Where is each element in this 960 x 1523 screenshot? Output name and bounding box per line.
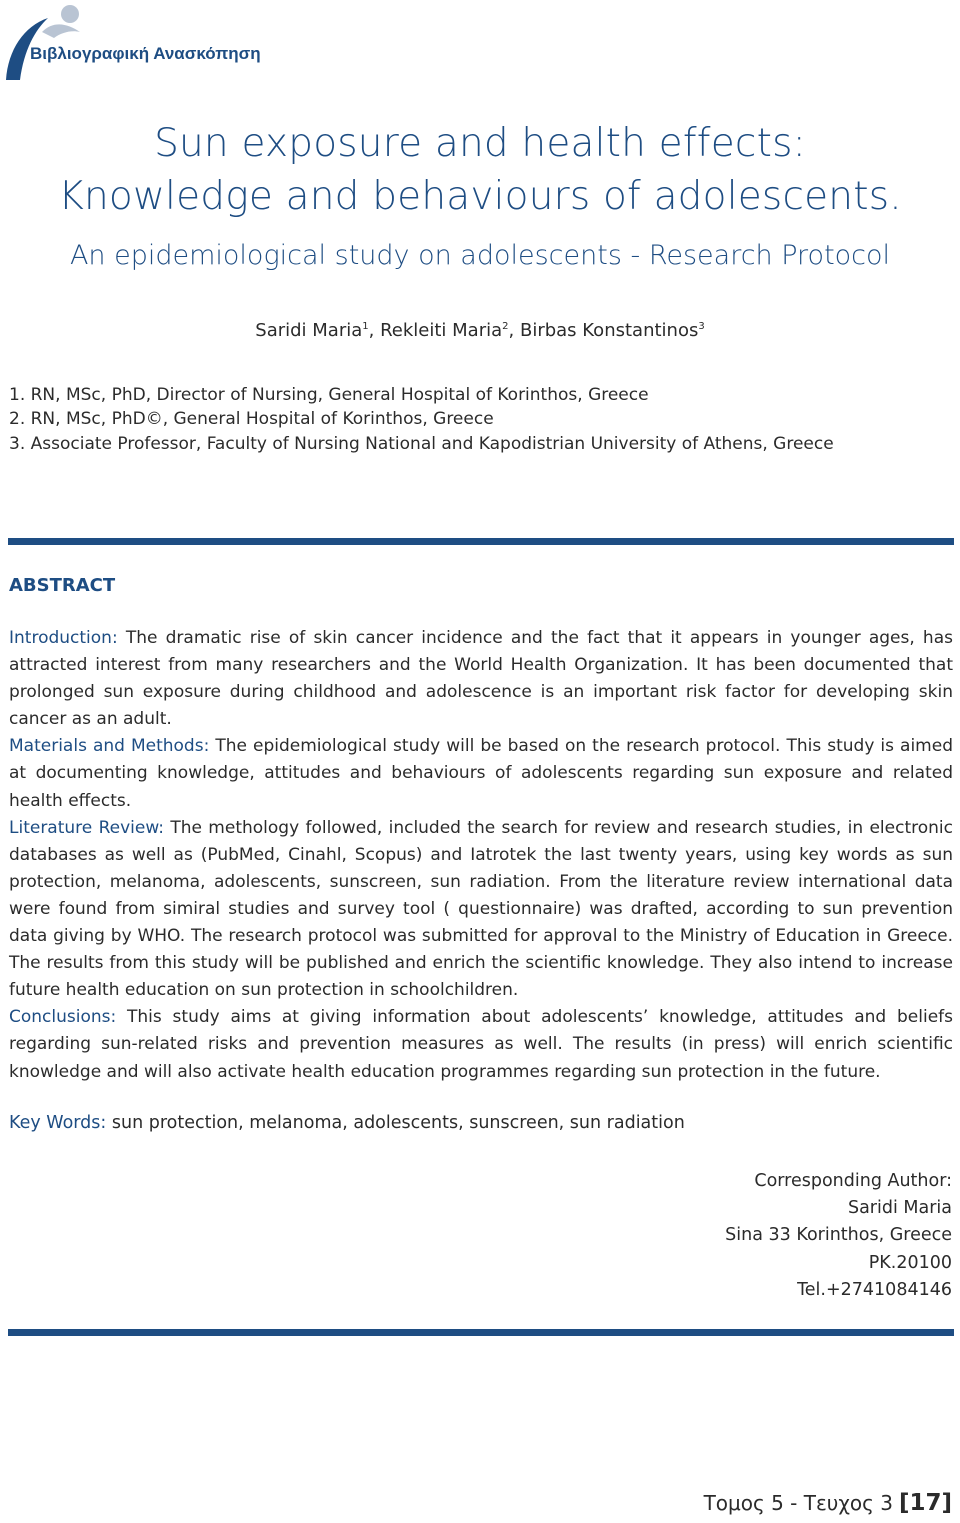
abstract-body [9, 625, 953, 1086]
affiliation: 3. Associate Professor, Faculty of Nursing National and Kapodistrian University of Athens, Greece [9, 434, 834, 454]
author-superscript: 2 [502, 321, 509, 332]
abstract-section-text: This study aims at giving information about adolescents’ knowledge, attitudes and beliefs regarding sun-related risks and prevention measures as well. The results (in press) will enrich scientific knowledge and will also activate health education programmes regarding sun protection in the future. [9, 1007, 953, 1082]
author-name: Rekleiti Maria [380, 320, 503, 341]
corresponding-author-tel: Tel.+2741084146 [797, 1279, 952, 1300]
abstract-paragraph [9, 733, 953, 814]
keywords-label: Key Words: [9, 1113, 107, 1133]
abstract-paragraph [9, 1004, 953, 1085]
corresponding-author-name: Saridi Maria [847, 1198, 952, 1219]
article-title-line-2: Knowledge and behaviours of adolescents. [58, 174, 902, 219]
issue-info: Τομος 5 - Τευχος 3 [703, 1491, 893, 1515]
keywords [9, 1113, 685, 1133]
author-superscript: 3 [698, 321, 705, 332]
author-superscript: 1 [362, 321, 369, 332]
corresponding-author-block [725, 1168, 952, 1304]
page-number: [17] [898, 1490, 952, 1516]
keywords-text: sun protection, melanoma, adolescents, sunscreen, sun radiation [106, 1113, 685, 1133]
corresponding-author-address: Sina 33 Korinthos, Greece [725, 1225, 952, 1246]
abstract-section-text: The methology followed, included the search for review and research studies, in electronic databases as well as (PubMed, Cinahl, Scopus) and Iatrotek the last twenty years, using key words as sun protection, melanoma, adolescents, sunscreen, sun radiation. From the literature review international data were found from simiral studies and survey tool ( questionnaire) was drafted, according to sun prevention data giving by WHO. The research protocol was submitted for approval to the Ministry of Education in Greece. The results from this study will be published and enrich the scientific knowledge. They also intend to increase future health education on sun protection in schoolchildren. [9, 817, 953, 1001]
affiliation: 2. RN, MSc, PhD©, General Hospital of Korinthos, Greece [9, 409, 494, 429]
abstract-section-text: The epidemiological study will be based on the research protocol. This study is aimed at documenting knowledge, attitudes and behaviours of adolescents regarding sun exposure and related health effects. [9, 736, 953, 811]
abstract-paragraph [9, 625, 953, 733]
abstract-section-label: Literature Review: [9, 817, 165, 838]
corresponding-author-postal: PK.20100 [868, 1252, 952, 1273]
journal-logo-icon [2, 2, 92, 82]
affiliation: 1. RN, MSc, PhD, Director of Nursing, General Hospital of Korinthos, Greece [9, 385, 649, 405]
abstract-heading: ABSTRACT [9, 575, 116, 596]
abstract-section-label: Conclusions: [9, 1007, 117, 1028]
corresponding-author-label: Corresponding Author: [754, 1171, 952, 1191]
divider-rule [8, 1329, 954, 1336]
abstract-paragraph [9, 815, 953, 1005]
abstract-section-label: Materials and Methods: [9, 736, 210, 757]
article-subtitle: An epidemiological study on adolescents - Research Protocol [69, 240, 891, 271]
author-list [0, 320, 960, 341]
author-separator: , [508, 320, 520, 341]
article-title-line-1: Sun exposure and health effects: [154, 121, 806, 166]
divider-rule [8, 538, 954, 545]
author-name: Saridi Maria [255, 320, 363, 341]
section-label: Βιβλιογραφική Ανασκόπηση [30, 44, 261, 63]
abstract-section-label: Introduction: [9, 628, 118, 648]
author-separator: , [368, 320, 381, 341]
author-name: Birbas Konstantinos [519, 320, 699, 341]
page-footer [704, 1490, 952, 1516]
abstract-section-text: The dramatic rise of skin cancer incidence and the fact that it appears in younger ages, has attracted interest from many researchers and the World Health Organization. It has been documented that prolonged sun exposure during childhood and adolescence is an important risk factor for developing skin cancer as an adult. [9, 628, 953, 730]
